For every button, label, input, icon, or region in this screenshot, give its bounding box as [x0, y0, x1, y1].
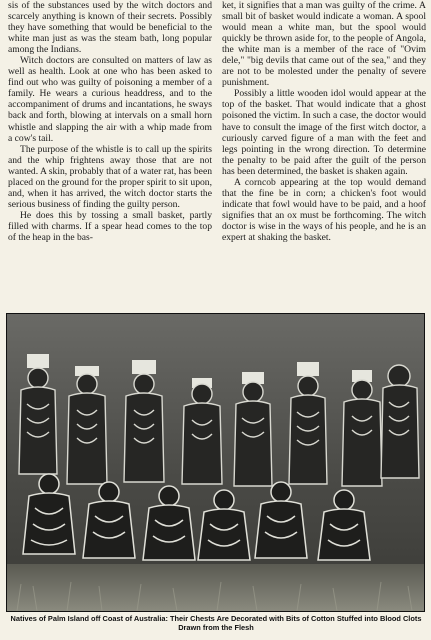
left-column	[8, 0, 212, 306]
paragraph: ket, it signifies that a man was guilty of the crime. A small bit of basket would indicate a woman. A spool would mean a white man, but the spool would quickly be thrown aside for, to the people of Angola, the white man is a member of the race of "Ovim dele," "big devils that came out of the sea," and they are not to be molested under the penalty of severe punishment.	[222, 0, 426, 89]
paragraph: Witch doctors are consulted on matters of law as well as health. Look at one who has been asked to find out who was guilty of poisoning a member of a family. He wears a curious headdress, and to the accompaniment of drums and incantations, he sways back and forth, blowing at intervals on a small horn whistle and slapping the air with a whip made from a cow's tail.	[8, 55, 212, 144]
paragraph: A corncob appearing at the top would demand that the fine be in corn; a chicken's foot would indicate that fowl would have to be paid, and a hoof signifies that an ox must be forthcoming. The witch doctor is wise in the ways of his people, and he is an expert at shaking the basket.	[222, 176, 426, 243]
group-photograph	[6, 313, 425, 612]
paragraph: He does this by tossing a small basket, partly filled with charms. If a spear head comes to the top of the heap in the bas-	[8, 209, 212, 243]
paragraph: The purpose of the whistle is to call up the spirits and the whip frightens away those that are not wanted. A skin, probably that of a water rat, has been placed on the ground for the proper spirit to sit upon, and, when it has arrived, the witch doctor starts the serious business of finding the guilty person.	[8, 143, 212, 210]
article-body	[8, 0, 426, 306]
right-column	[222, 0, 426, 306]
photo-caption: Natives of Palm Island off Coast of Australia: Their Chests Are Decorated with Bits of Cotton Stuffed into Blood Clots Drawn from the Flesh	[10, 614, 422, 632]
paragraph: sis of the substances used by the witch doctors and scarcely anything is known of their secrets. Possibly they have something that would be beneficial to the white man just as was the steam bath, long popular among the Indians.	[8, 0, 212, 56]
paragraph: Possibly a little wooden idol would appear at the top of the basket. That would indicate that a ghost poisoned the victim. In such a case, the doctor would have to consult the image of the first witch doctor, a curiously carved figure of a man with the feet and legs pointing in the wrong direction. To determine the penalty to be paid after the guilt of the person has been determined, the basket is shaken again.	[222, 88, 426, 177]
photo-illustration	[7, 314, 424, 611]
